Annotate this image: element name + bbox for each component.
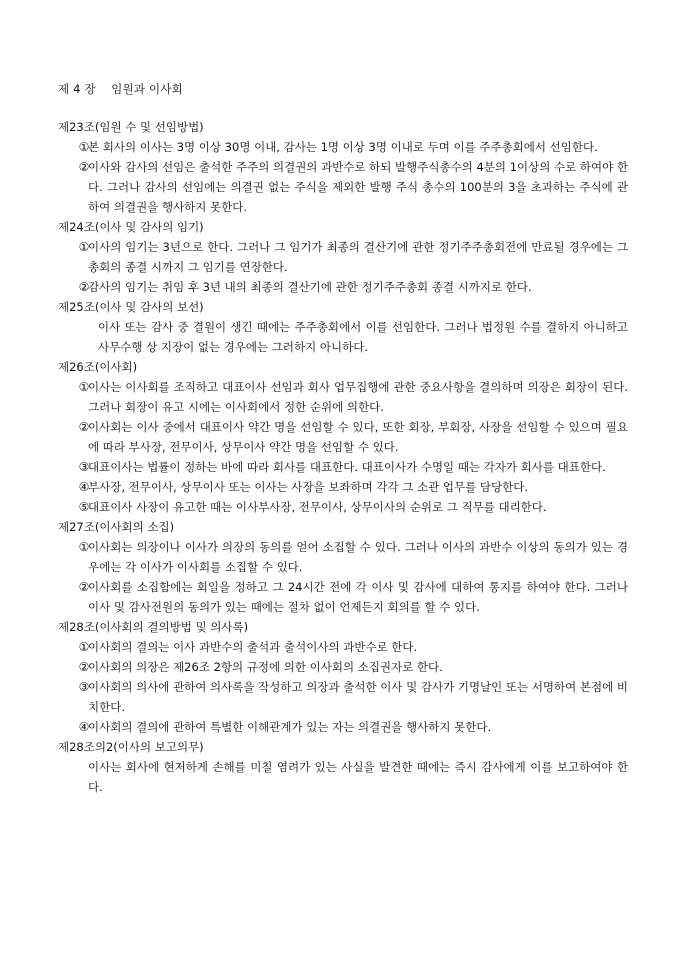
clause-text: 이사회의 의장은 제26조 2항의 규정에 의한 이사회의 소집권자로 한다. (88, 660, 443, 674)
article-title: 제28조의2(이사의 보고의무) (58, 740, 204, 754)
clause-number: ② (78, 420, 90, 434)
clause-text: 부사장, 전무이사, 상무이사 또는 이사는 사장을 보좌하며 각각 그 소관 업무를 담당한다. (88, 480, 528, 494)
article-body: 이사 또는 감사 중 결원이 생긴 때에는 주주총회에서 이를 선임한다. 그러나 법정원 수를 결하지 아니하고 사무수행 상 지장이 없는 경우에는 그러하지 아니하다. (98, 320, 628, 354)
clause-text: 이사회의 의사에 관하여 의사록을 작성하고 의장과 출석한 이사 및 감사가 기명날인 또는 서명하여 본점에 비치한다. (88, 680, 628, 714)
article-28 (58, 617, 628, 737)
clause-number: ① (78, 240, 90, 254)
clause-2 (58, 577, 628, 617)
article-title: 제26조(이사회) (58, 360, 138, 374)
clause-4 (58, 717, 628, 737)
clause-text: 본 회사의 이사는 3명 이상 30명 이내, 감사는 1명 이상 3명 이내로 두며 이를 주주총회에서 선임한다. (88, 140, 598, 154)
clause-1 (58, 637, 628, 657)
clause-2 (58, 277, 628, 297)
article-27 (58, 517, 628, 617)
clause-1 (58, 137, 628, 157)
clause-number: ② (78, 580, 90, 594)
article-title: 제24조(이사 및 감사의 임기) (58, 220, 204, 234)
clause-1 (58, 537, 628, 577)
clause-2 (58, 157, 628, 217)
clause-text: 대표이사는 법률이 정하는 바에 따라 회사를 대표한다. 대표이사가 수명일 때는 각자가 회사를 대표한다. (88, 460, 606, 474)
clause-text: 이사회의 결의에 관하여 특별한 이해관계가 있는 자는 의결권을 행사하지 못한다. (88, 720, 492, 734)
clause-number: ② (78, 160, 90, 174)
clause-number: ⑤ (78, 500, 90, 514)
clause-text: 대표이사 사장이 유고한 때는 이사부사장, 전무이사, 상무이사의 순위로 그 직무를 대리한다. (88, 500, 547, 514)
article-28-2 (58, 737, 628, 797)
clause-4 (58, 477, 628, 497)
clause-text: 이사회는 이사 중에서 대표이사 약간 명을 선임할 수 있다, 또한 회장, 부회장, 사장을 선임할 수 있으며 필요에 따라 부사장, 전무이사, 상무이사 약간 명을 선임할 수 있다. (88, 420, 628, 454)
clause-text: 이사와 감사의 선임은 출석한 주주의 의결권의 과반수로 하되 발행주식총수의 4분의 1이상의 수로 하여야 한다. 그러나 감사의 선임에는 의결권 없는 주식을 제외한 발행 주식 총수의 100분의 3을 초과하는 주식에 관하여 의결권을 행사하지 못한다. (88, 160, 628, 214)
clause-number: ① (78, 140, 90, 154)
clause-text: 이사의 임기는 3년으로 한다. 그러나 그 임기가 최종의 결산기에 관한 정기주주총회전에 만료될 경우에는 그 총회의 종결 시까지 그 임기를 연장한다. (88, 240, 628, 274)
clause-2 (58, 417, 628, 457)
clause-text: 이사회를 소집함에는 회일을 정하고 그 24시간 전에 각 이사 및 감사에 대하여 통지를 하여야 한다. 그러나 이사 및 감사전원의 동의가 있는 때에는 절차 없이 언제든지 회의를 할 수 있다. (88, 580, 628, 614)
article-title: 제23조(임원 수 및 선임방법) (58, 120, 204, 134)
clause-number: ③ (78, 460, 90, 474)
article-title: 제28조(이사회의 결의방법 및 의사록) (58, 620, 249, 634)
article-23 (58, 117, 628, 217)
clause-number: ④ (78, 720, 90, 734)
clause-number: ③ (78, 680, 90, 694)
clause-2 (58, 657, 628, 677)
clause-3 (58, 457, 628, 477)
clause-text: 감사의 임기는 취임 후 3년 내의 최종의 결산기에 관한 정기주주총회 종결 시까지로 한다. (88, 280, 532, 294)
article-25 (58, 297, 628, 357)
article-title: 제27조(이사회의 소집) (58, 520, 175, 534)
chapter-title: 제 4 장 임원과 이사회 (58, 82, 183, 96)
clause-text: 이사는 이사회를 조직하고 대표이사 선임과 회사 업무집행에 관한 중요사항을 결의하며 의장은 회장이 된다. 그러나 회장이 유고 시에는 이사회에서 정한 순위에 의한다. (88, 380, 628, 414)
clause-3 (58, 677, 628, 717)
article-title: 제25조(이사 및 감사의 보선) (58, 300, 204, 314)
clause-1 (58, 237, 628, 277)
clause-5 (58, 497, 628, 517)
clause-1 (58, 377, 628, 417)
clause-text: 이사회의 결의는 이사 과반수의 출석과 출석이사의 과반수로 한다. (88, 640, 418, 654)
clause-number: ② (78, 280, 90, 294)
clause-number: ④ (78, 480, 90, 494)
clause-number: ① (78, 640, 90, 654)
article-26 (58, 357, 628, 517)
article-24 (58, 217, 628, 297)
clause-number: ① (78, 540, 90, 554)
article-body: 이사는 회사에 현저하게 손해를 미칠 염려가 있는 사실을 발견한 때에는 즉시 감사에게 이를 보고하여야 한다. (88, 760, 628, 794)
clause-text: 이사회는 의장이나 이사가 의장의 동의를 얻어 소집할 수 있다. 그러나 이사의 과반수 이상의 동의가 있는 경우에는 각 이사가 이사회를 소집할 수 있다. (88, 540, 628, 574)
articles-body (58, 117, 628, 797)
clause-number: ① (78, 380, 90, 394)
clause-number: ② (78, 660, 90, 674)
